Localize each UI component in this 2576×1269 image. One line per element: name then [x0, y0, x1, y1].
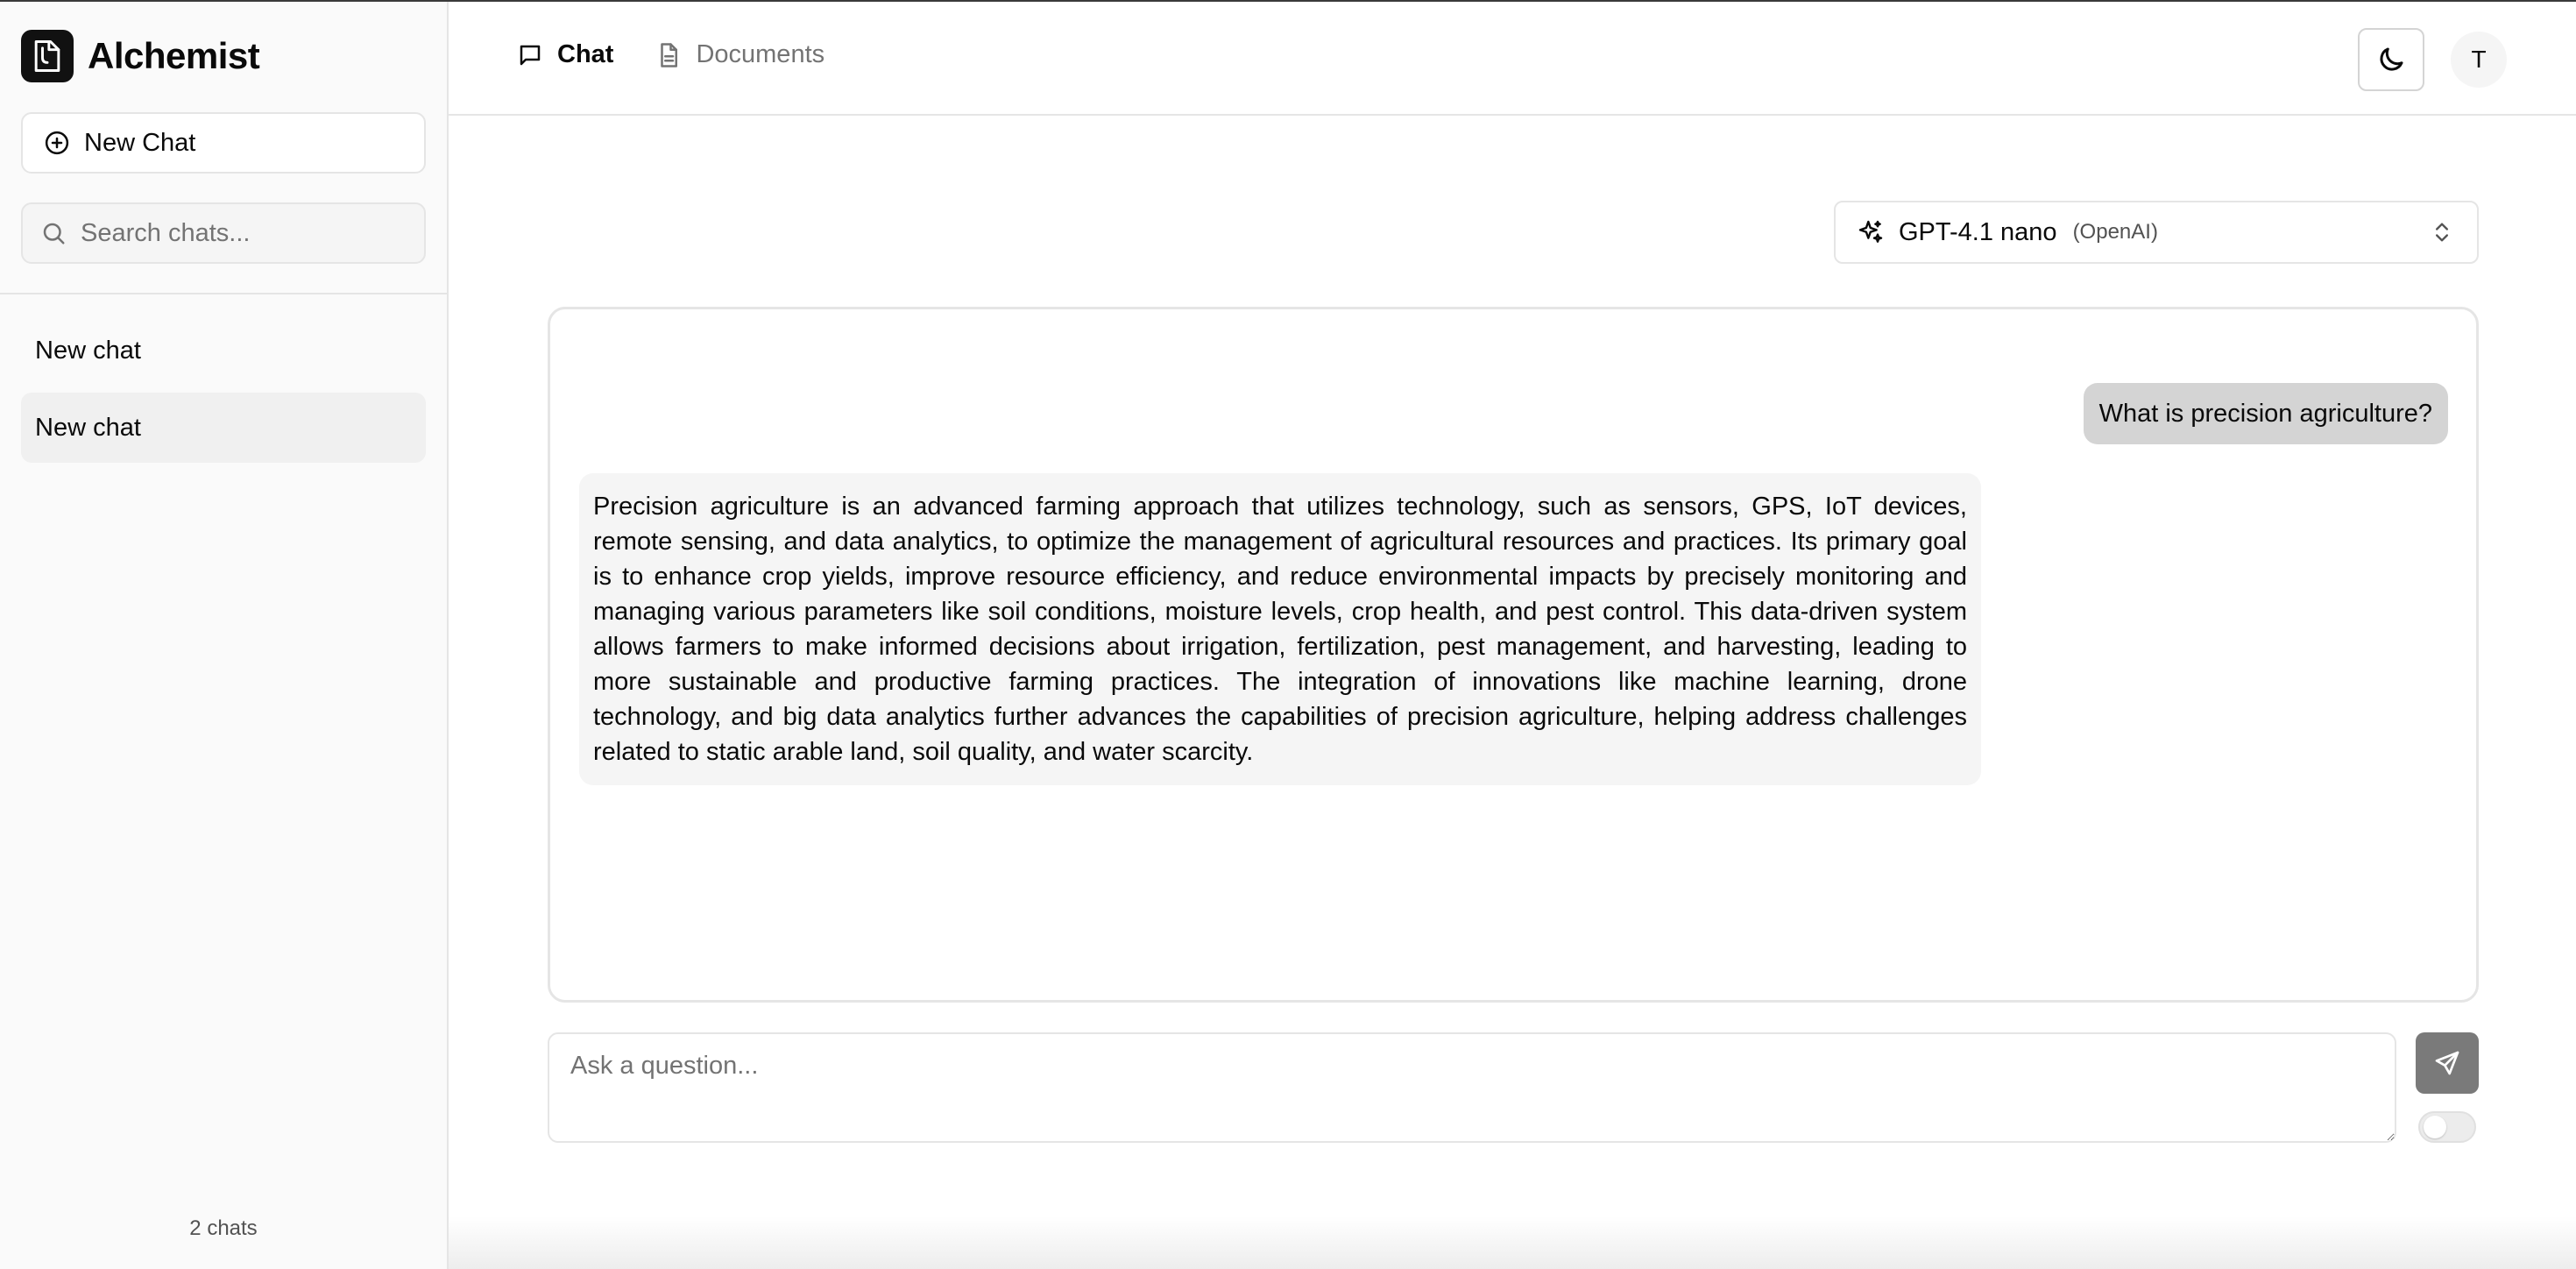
new-chat-button[interactable]	[21, 112, 426, 174]
main-area	[449, 2, 2576, 1269]
user-message-text: What is precision agriculture?	[2098, 399, 2432, 428]
chat-list-item-active[interactable]	[21, 393, 426, 463]
moon-icon	[2375, 44, 2407, 75]
tab-chat-label: Chat	[557, 40, 614, 68]
main-nav	[517, 40, 824, 69]
sparkles-icon	[1857, 218, 1885, 246]
chat-count: 2 chats	[189, 1216, 258, 1240]
chat-messages-panel[interactable]	[548, 307, 2479, 1003]
assistant-message	[579, 473, 1981, 785]
top-bar	[449, 2, 2576, 116]
tab-chat[interactable]	[517, 40, 613, 69]
app-name: Alchemist	[88, 35, 260, 76]
brand[interactable]	[21, 30, 259, 82]
chat-title: New chat	[35, 413, 141, 442]
assistant-message-text: Precision agriculture is an advanced farming approach that utilizes technology, such as sensors, GPS, IoT devices, remote sensing, and data analytics, to optimize the management of agricultural resources and practices. Its primary goal is to enhance crop yields, improve resource efficiency, and reduce environmental impacts by precisely monitoring and managing various parameters like soil conditions, moisture levels, crop health, and pest control. This data-driven system allows farmers to make informed decisions about irrigation, fertilization, pest management, and harvesting, leading to more sustainable and productive farming practices. The integration of innovations like machine learning, drone technology, and big data analytics further advances the capabilities of precision agriculture, helping address challenges related to static arable land, soil quality, and water scarcity.	[593, 493, 1967, 766]
model-selector[interactable]	[1834, 201, 2479, 264]
alchemist-logo-icon	[21, 30, 74, 82]
theme-toggle-button[interactable]	[2358, 28, 2424, 91]
chat-title: New chat	[35, 336, 141, 365]
new-chat-label: New Chat	[84, 128, 196, 157]
question-input[interactable]	[548, 1032, 2396, 1143]
chat-list-item[interactable]	[21, 315, 426, 386]
model-provider: (OpenAI)	[2072, 220, 2158, 244]
options-toggle[interactable]	[2418, 1111, 2476, 1143]
plus-circle-icon	[44, 130, 70, 156]
search-box	[21, 202, 426, 264]
model-name: GPT-4.1 nano	[1899, 217, 2057, 246]
tab-documents[interactable]	[655, 40, 824, 69]
avatar-initial: T	[2471, 46, 2487, 73]
search-icon	[40, 220, 67, 246]
message-square-icon	[517, 42, 543, 68]
avatar[interactable]	[2451, 32, 2507, 88]
chat-list	[21, 315, 426, 470]
send-button[interactable]	[2416, 1032, 2479, 1094]
tab-documents-label: Documents	[696, 40, 825, 68]
user-message	[2084, 383, 2448, 444]
file-text-icon	[655, 42, 682, 68]
search-input[interactable]	[81, 219, 414, 248]
chevrons-up-down-icon	[2430, 220, 2454, 245]
sidebar-divider	[0, 293, 447, 294]
sidebar	[0, 2, 449, 1269]
send-icon	[2433, 1049, 2461, 1077]
bottom-shadow	[449, 1216, 2576, 1269]
